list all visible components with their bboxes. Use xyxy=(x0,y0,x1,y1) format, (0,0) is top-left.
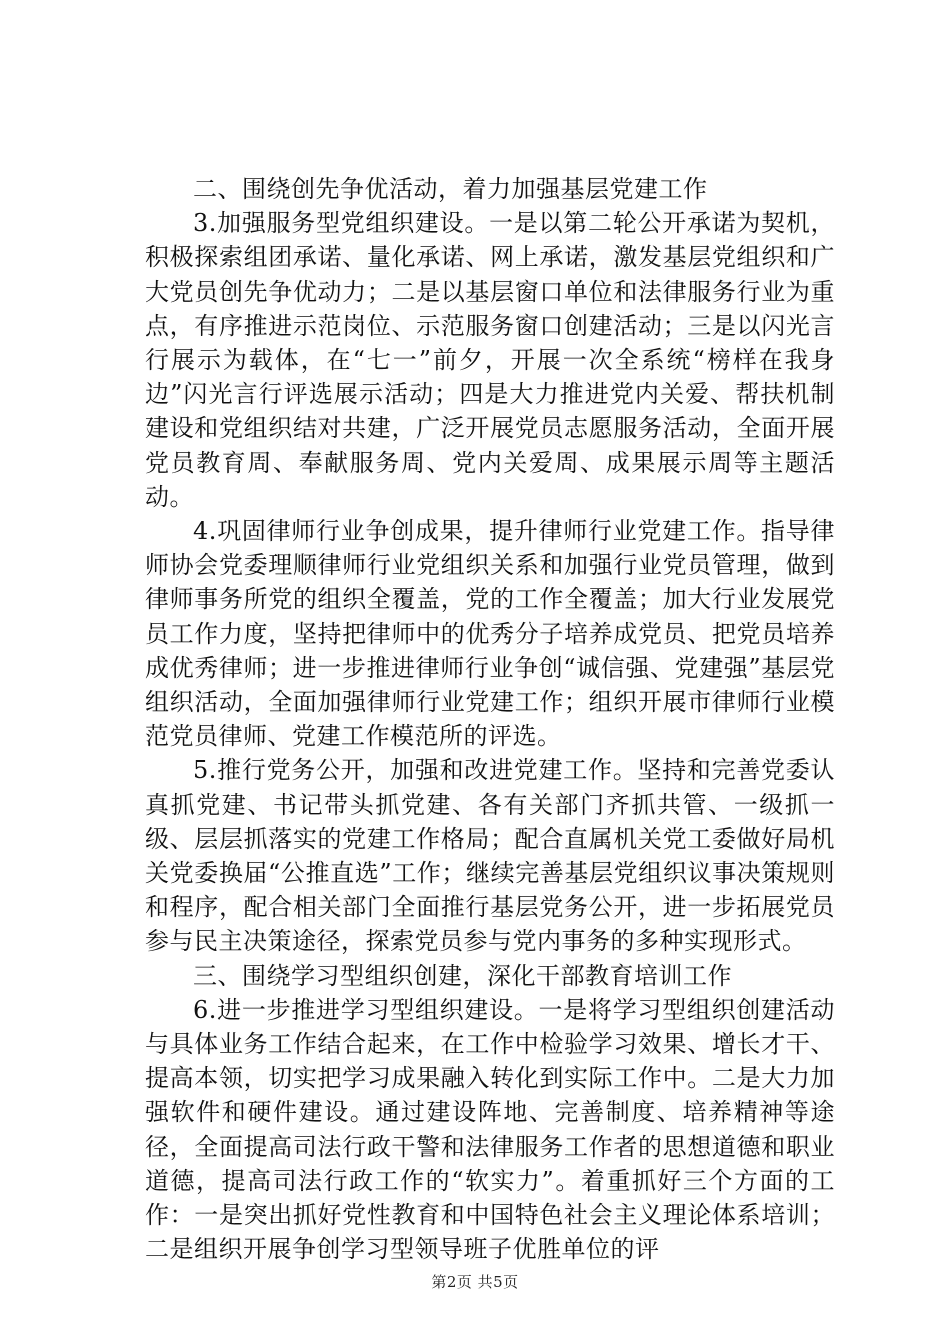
section-heading-2: 二、围绕创先争优活动，着力加强基层党建工作 xyxy=(193,175,708,203)
paragraph-item-5: 5.推行党务公开，加强和改进党建工作。坚持和完善党委认真抓党建、书记带头抓党建、各有关部门齐抓共管、一级抓一级、层层抓落实的党建工作格局；配合直属机关党工委做好局机关党委换届“公推直选”工作；继续完善基层党组织议事决策规则和程序，配合相关部门全面推行基层党务公开，进一步拓展党员参与民主决策途径，探索党员参与党内事务的多种实现形式。 xyxy=(145,756,835,956)
page-footer: 第2页 共5页 xyxy=(431,1273,519,1291)
paragraph-item-4: 4.巩固律师行业争创成果，提升律师行业党建工作。指导律师协会党委理顺律师行业党组织关系和加强行业党员管理，做到律师事务所党的组织全覆盖，党的工作全覆盖；加大行业发展党员工作力度，坚持把律师中的优秀分子培养成党员、把党员培养成优秀律师；进一步推进律师行业争创“诚信强、党建强”基层党组织活动，全面加强律师行业党建工作；组织开展市律师行业模范党员律师、党建工作模范所的评选。 xyxy=(145,517,835,751)
paragraph-item-3: 3.加强服务型党组织建设。一是以第二轮公开承诺为契机，积极探索组团承诺、量化承诺、网上承诺，激发基层党组织和广大党员创先争优动力；二是以基层窗口单位和法律服务行业为重点，有序推进示范岗位、示范服务窗口创建活动；三是以闪光言行展示为载体，在“七一”前夕，开展一次全系统“榜样在我身边”闪光言行评选展示活动；四是大力推进党内关爱、帮扶机制建设和党组织结对共建，广泛开展党员志愿服务活动，全面开展党员教育周、奉献服务周、党内关爱周、成果展示周等主题活动。 xyxy=(145,209,835,511)
paragraph-item-6: 6.进一步推进学习型组织建设。一是将学习型组织创建活动与具体业务工作结合起来，在工作中检验学习效果、增长才干、提高本领，切实把学习成果融入转化到实际工作中。二是大力加强软件和硬件建设。通过建设阵地、完善制度、培养精神等途径，全面提高司法行政干警和法律服务工作者的思想道德和职业道德，提高司法行政工作的“软实力”。着重抓好三个方面的工作：一是突出抓好党性教育和中国特色社会主义理论体系培训；二是组织开展争创学习型领导班子优胜单位的评 xyxy=(145,995,835,1264)
section-heading-3: 三、围绕学习型组织创建，深化干部教育培训工作 xyxy=(193,961,732,990)
document-body xyxy=(145,172,835,1267)
